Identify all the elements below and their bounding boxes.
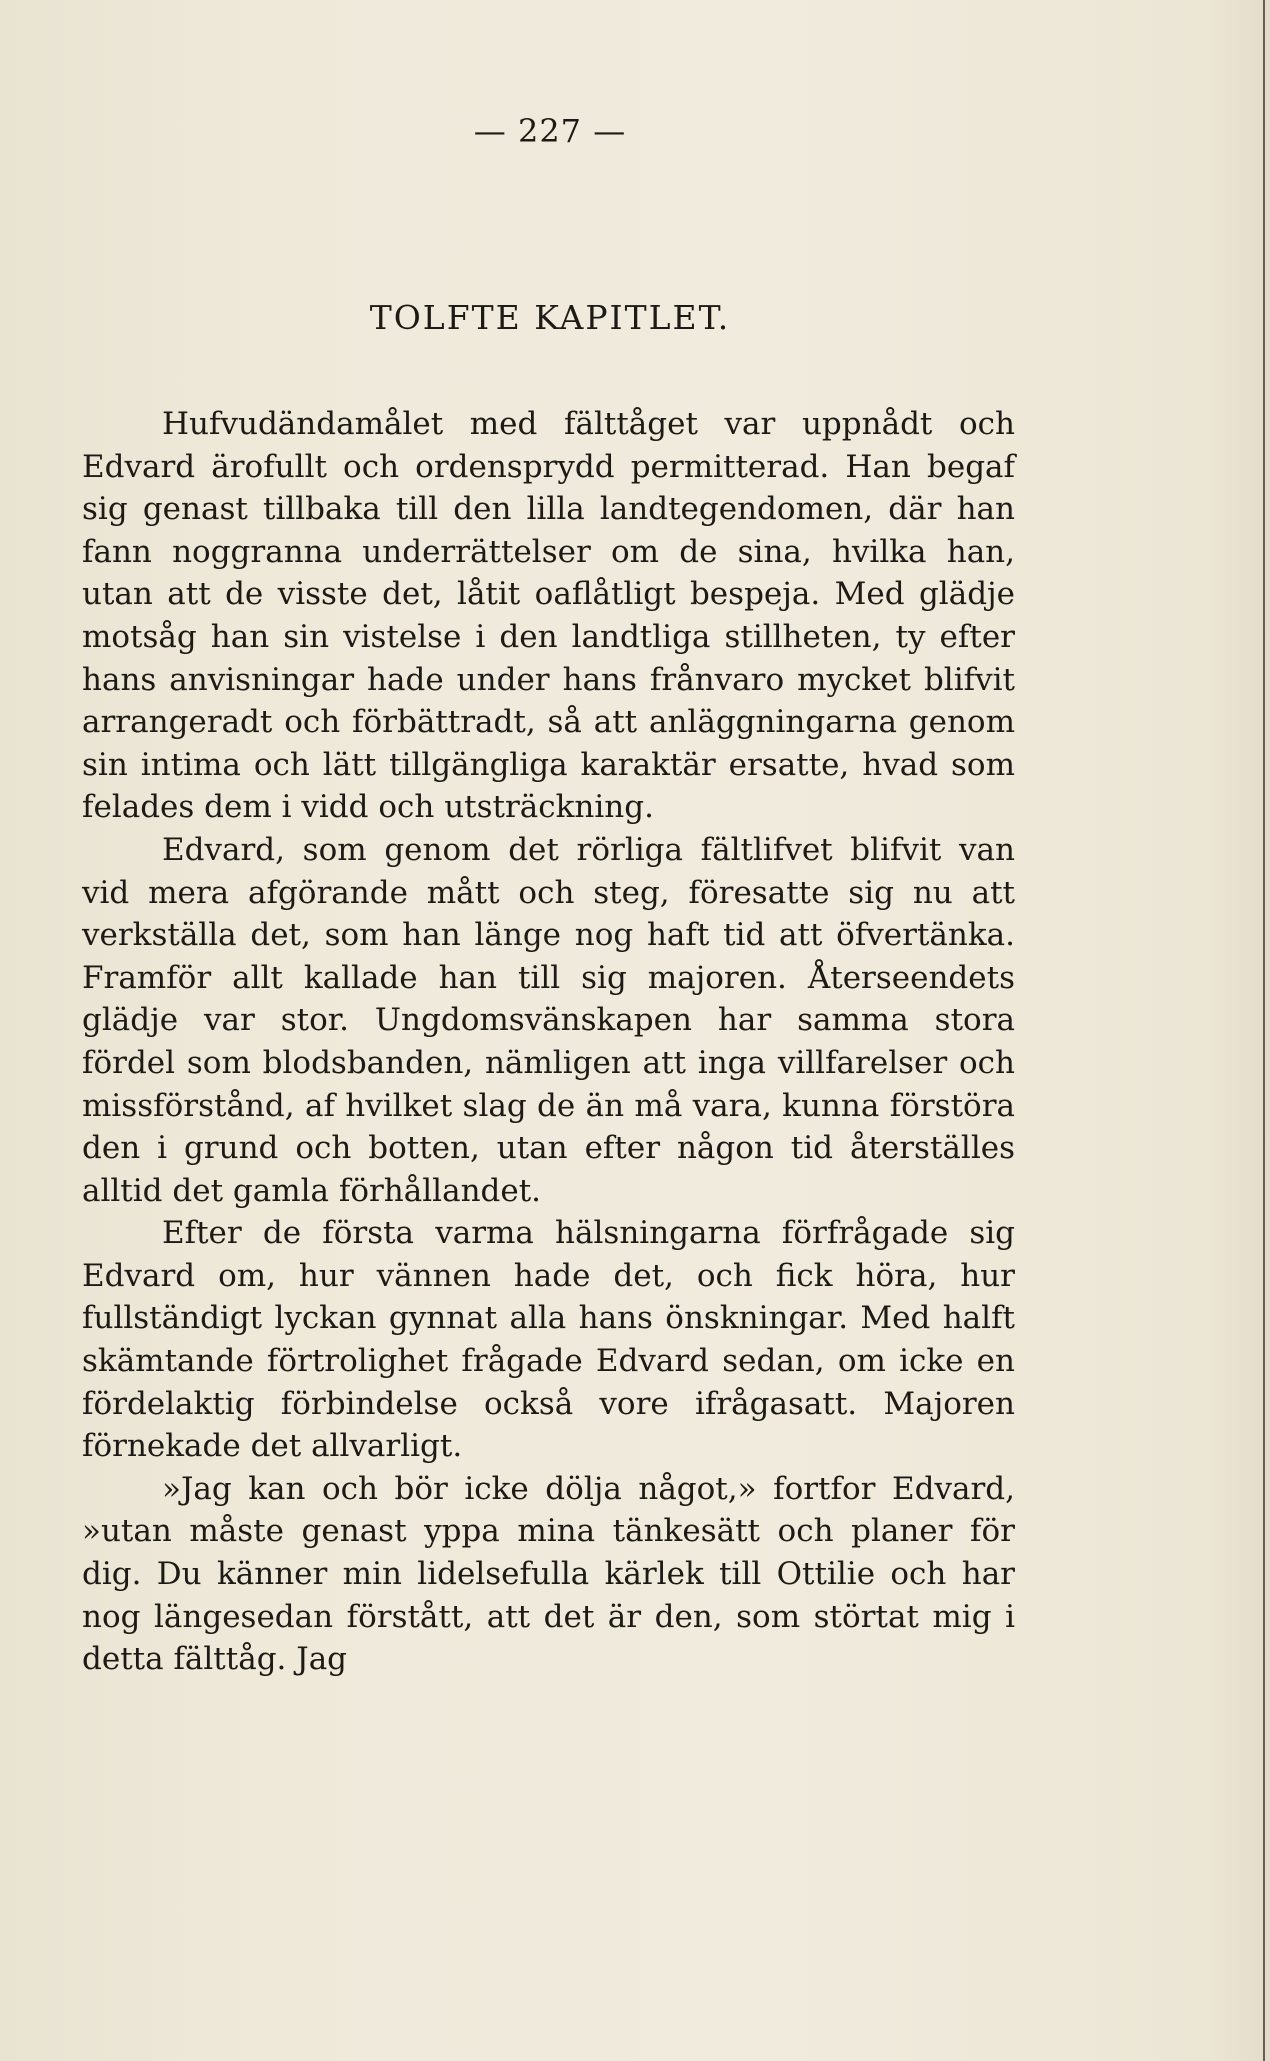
paragraph-1: Hufvudändamålet med fälttåget var uppnådt och Edvard ärofullt och ordensprydd permitterad. Han begaf sig genast tillbaka till den lilla landtegendomen, där han fann noggranna underrättelser om de sina, hvilka han, utan att de visste det, låtit oaflåtligt bespeja. Med glädje motsåg han sin vistelse i den landtliga stillheten, ty efter hans anvisningar hade under hans frånvaro mycket blifvit arrangeradt och förbättradt, så att anläggningarna genom sin intima och lätt tillgängliga karaktär ersatte, hvad som felades dem i vidd och utsträckning.	[82, 406, 1015, 826]
page-edge-shadow	[1263, 0, 1265, 2061]
paragraph-3: Efter de första varma hälsningarna förfrågade sig Edvard om, hur vännen hade det, och fick höra, hur fullständigt lyckan gynnat alla hans önskningar. Med halft skämtande förtrolighet frågade Edvard sedan, om icke en fördelaktig förbindelse också vore ifrågasatt. Majoren förnekade det allvarligt.	[82, 1215, 1015, 1465]
paragraph-4: »Jag kan och bör icke dölja något,» fortfor Edvard, »utan måste genast yppa mina tänkesätt och planer för dig. Du känner min lidelsefulla kärlek till Ottilie och har nog längesedan förstått, att det är den, som störtat mig i detta fälttåg. Jag	[82, 1470, 1015, 1678]
body-text	[82, 403, 1015, 1681]
paragraph-2: Edvard, som genom det rörliga fältlifvet blifvit van vid mera afgörande mått och steg, föresatte sig nu att verkställa det, som han länge nog haft tid att öfvertänka. Framför allt kallade han till sig majoren. Återseendets glädje var stor. Ungdomsvänskapen har samma stora fördel som blodsbanden, nämligen att inga villfarelser och missförstånd, af hvilket slag de än må vara, kunna förstöra den i grund och botten, utan efter någon tid återställes alltid det gamla förhållandet.	[82, 831, 1015, 1209]
page-number: — 227 —	[473, 112, 627, 150]
chapter-title: TOLFTE KAPITLET.	[369, 298, 731, 337]
